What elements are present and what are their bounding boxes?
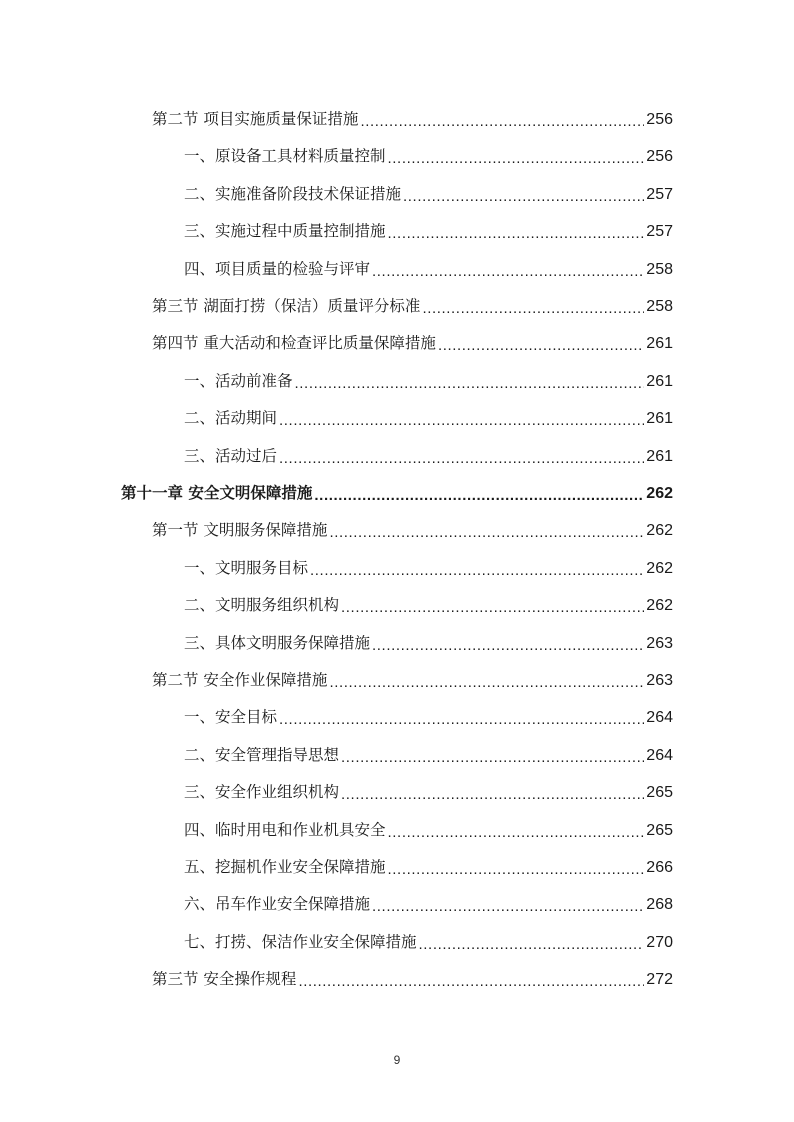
toc-entry-title: 五、挖掘机作业安全保障措施 — [184, 858, 386, 876]
dot-leader — [419, 924, 645, 961]
toc-entry-title: 二、实施准备阶段技术保证措施 — [184, 184, 402, 203]
toc-entry-page: 258 — [646, 298, 673, 315]
toc-entry-page: 261 — [646, 410, 673, 428]
toc-entry-page: 266 — [646, 859, 673, 876]
dot-leader — [329, 512, 644, 549]
toc-entry[interactable] — [184, 176, 673, 213]
toc-entry[interactable] — [152, 662, 673, 699]
toc-entry-title: 第四节 重大活动和检查评比质量保障措施 — [152, 334, 436, 353]
toc-entry-page: 263 — [646, 672, 673, 689]
toc-entry-page: 262 — [646, 485, 673, 502]
toc-entry-page: 262 — [646, 559, 673, 577]
page-number: 9 — [393, 1053, 401, 1067]
toc-entry[interactable] — [184, 625, 673, 662]
toc-entry[interactable] — [152, 101, 673, 138]
dot-leader — [372, 251, 644, 288]
toc-entry[interactable] — [184, 812, 673, 849]
dot-leader — [314, 475, 644, 512]
dot-leader — [438, 325, 644, 362]
dot-leader — [298, 961, 644, 998]
toc-entry[interactable] — [184, 737, 673, 774]
toc-entry[interactable] — [184, 849, 673, 886]
dot-leader — [341, 774, 644, 811]
toc-entry[interactable] — [184, 550, 673, 587]
toc-chapter-entry[interactable] — [121, 475, 673, 512]
toc-entry-title: 一、原设备工具材料质量控制 — [184, 147, 386, 166]
toc-entry-title: 三、活动过后 — [184, 446, 278, 465]
toc-entry-page: 265 — [646, 821, 673, 839]
toc-entry-title: 一、安全目标 — [184, 708, 278, 727]
toc-entry[interactable] — [184, 251, 673, 288]
toc-entry-page: 261 — [646, 447, 673, 465]
toc-entry-title: 第一节 文明服务保障措施 — [152, 521, 328, 540]
toc-entry-title: 二、文明服务组织机构 — [184, 596, 340, 615]
dot-leader — [422, 288, 644, 325]
toc-entry[interactable] — [184, 774, 673, 811]
toc-entry-page: 270 — [646, 933, 673, 951]
toc-entry-title: 六、吊车作业安全保障措施 — [184, 895, 371, 914]
toc-entry-title: 二、活动期间 — [184, 409, 278, 428]
dot-leader — [279, 400, 644, 437]
toc-entry[interactable] — [184, 886, 673, 923]
toc-entry-title: 四、临时用电和作业机具安全 — [184, 820, 386, 839]
toc-entry[interactable] — [184, 363, 673, 400]
dot-leader — [388, 812, 645, 849]
toc-entry-title: 第三节 湖面打捞（保洁）质量评分标准 — [152, 297, 421, 315]
toc-entry-title: 一、文明服务目标 — [184, 558, 309, 577]
toc-entry-page: 264 — [646, 746, 673, 764]
toc-entry-page: 265 — [646, 784, 673, 802]
toc-entry[interactable] — [152, 288, 673, 325]
toc-entry[interactable] — [152, 325, 673, 362]
dot-leader — [341, 587, 644, 624]
dot-leader — [310, 550, 644, 587]
toc-entry-title: 第三节 安全操作规程 — [152, 970, 297, 989]
toc-entry-title: 第十一章 安全文明保障措施 — [121, 484, 313, 502]
toc-entry[interactable] — [184, 138, 673, 175]
toc-entry-title: 第二节 项目实施质量保证措施 — [152, 110, 359, 128]
toc-entry-title: 四、项目质量的检验与评审 — [184, 259, 371, 278]
toc-entry-page: 256 — [646, 111, 673, 128]
toc-entry-page: 272 — [646, 971, 673, 989]
toc-entry[interactable] — [152, 512, 673, 549]
dot-leader — [279, 699, 644, 736]
toc-entry-page: 264 — [646, 709, 673, 727]
toc-entry-title: 一、活动前准备 — [184, 371, 293, 390]
dot-leader — [388, 138, 645, 175]
toc-entry-title: 二、安全管理指导思想 — [184, 745, 340, 764]
toc-entry-page: 262 — [646, 597, 673, 615]
dot-leader — [388, 849, 645, 886]
dot-leader — [329, 662, 644, 699]
toc-entry[interactable] — [184, 213, 673, 250]
toc-entry[interactable] — [184, 587, 673, 624]
dot-leader — [360, 101, 644, 138]
dot-leader — [341, 737, 644, 774]
toc-entry-title: 第二节 安全作业保障措施 — [152, 671, 328, 689]
toc-entry[interactable] — [152, 961, 673, 998]
toc-entry-title: 三、具体文明服务保障措施 — [184, 633, 371, 652]
toc-entry-page: 268 — [646, 896, 673, 914]
toc-entry-page: 262 — [646, 522, 673, 540]
dot-leader — [388, 213, 645, 250]
toc-entry-page: 263 — [646, 634, 673, 652]
toc-entry-page: 256 — [646, 148, 673, 166]
toc-entry[interactable] — [184, 699, 673, 736]
toc-entry-title: 七、打捞、保洁作业安全保障措施 — [184, 932, 417, 951]
dot-leader — [372, 886, 644, 923]
toc-entry-page: 258 — [646, 260, 673, 278]
toc-entry-title: 三、安全作业组织机构 — [184, 783, 340, 802]
toc-entry-page: 257 — [646, 223, 673, 241]
toc-entry[interactable] — [184, 438, 673, 475]
toc-entry-page: 261 — [646, 335, 673, 353]
dot-leader — [403, 176, 644, 213]
dot-leader — [295, 363, 645, 400]
toc-entry[interactable] — [184, 924, 673, 961]
toc-entry-page: 257 — [646, 185, 673, 203]
dot-leader — [279, 438, 644, 475]
toc-entry-title: 三、实施过程中质量控制措施 — [184, 222, 386, 241]
toc-entry[interactable] — [184, 400, 673, 437]
toc-entry-page: 261 — [646, 372, 673, 390]
dot-leader — [372, 625, 644, 662]
